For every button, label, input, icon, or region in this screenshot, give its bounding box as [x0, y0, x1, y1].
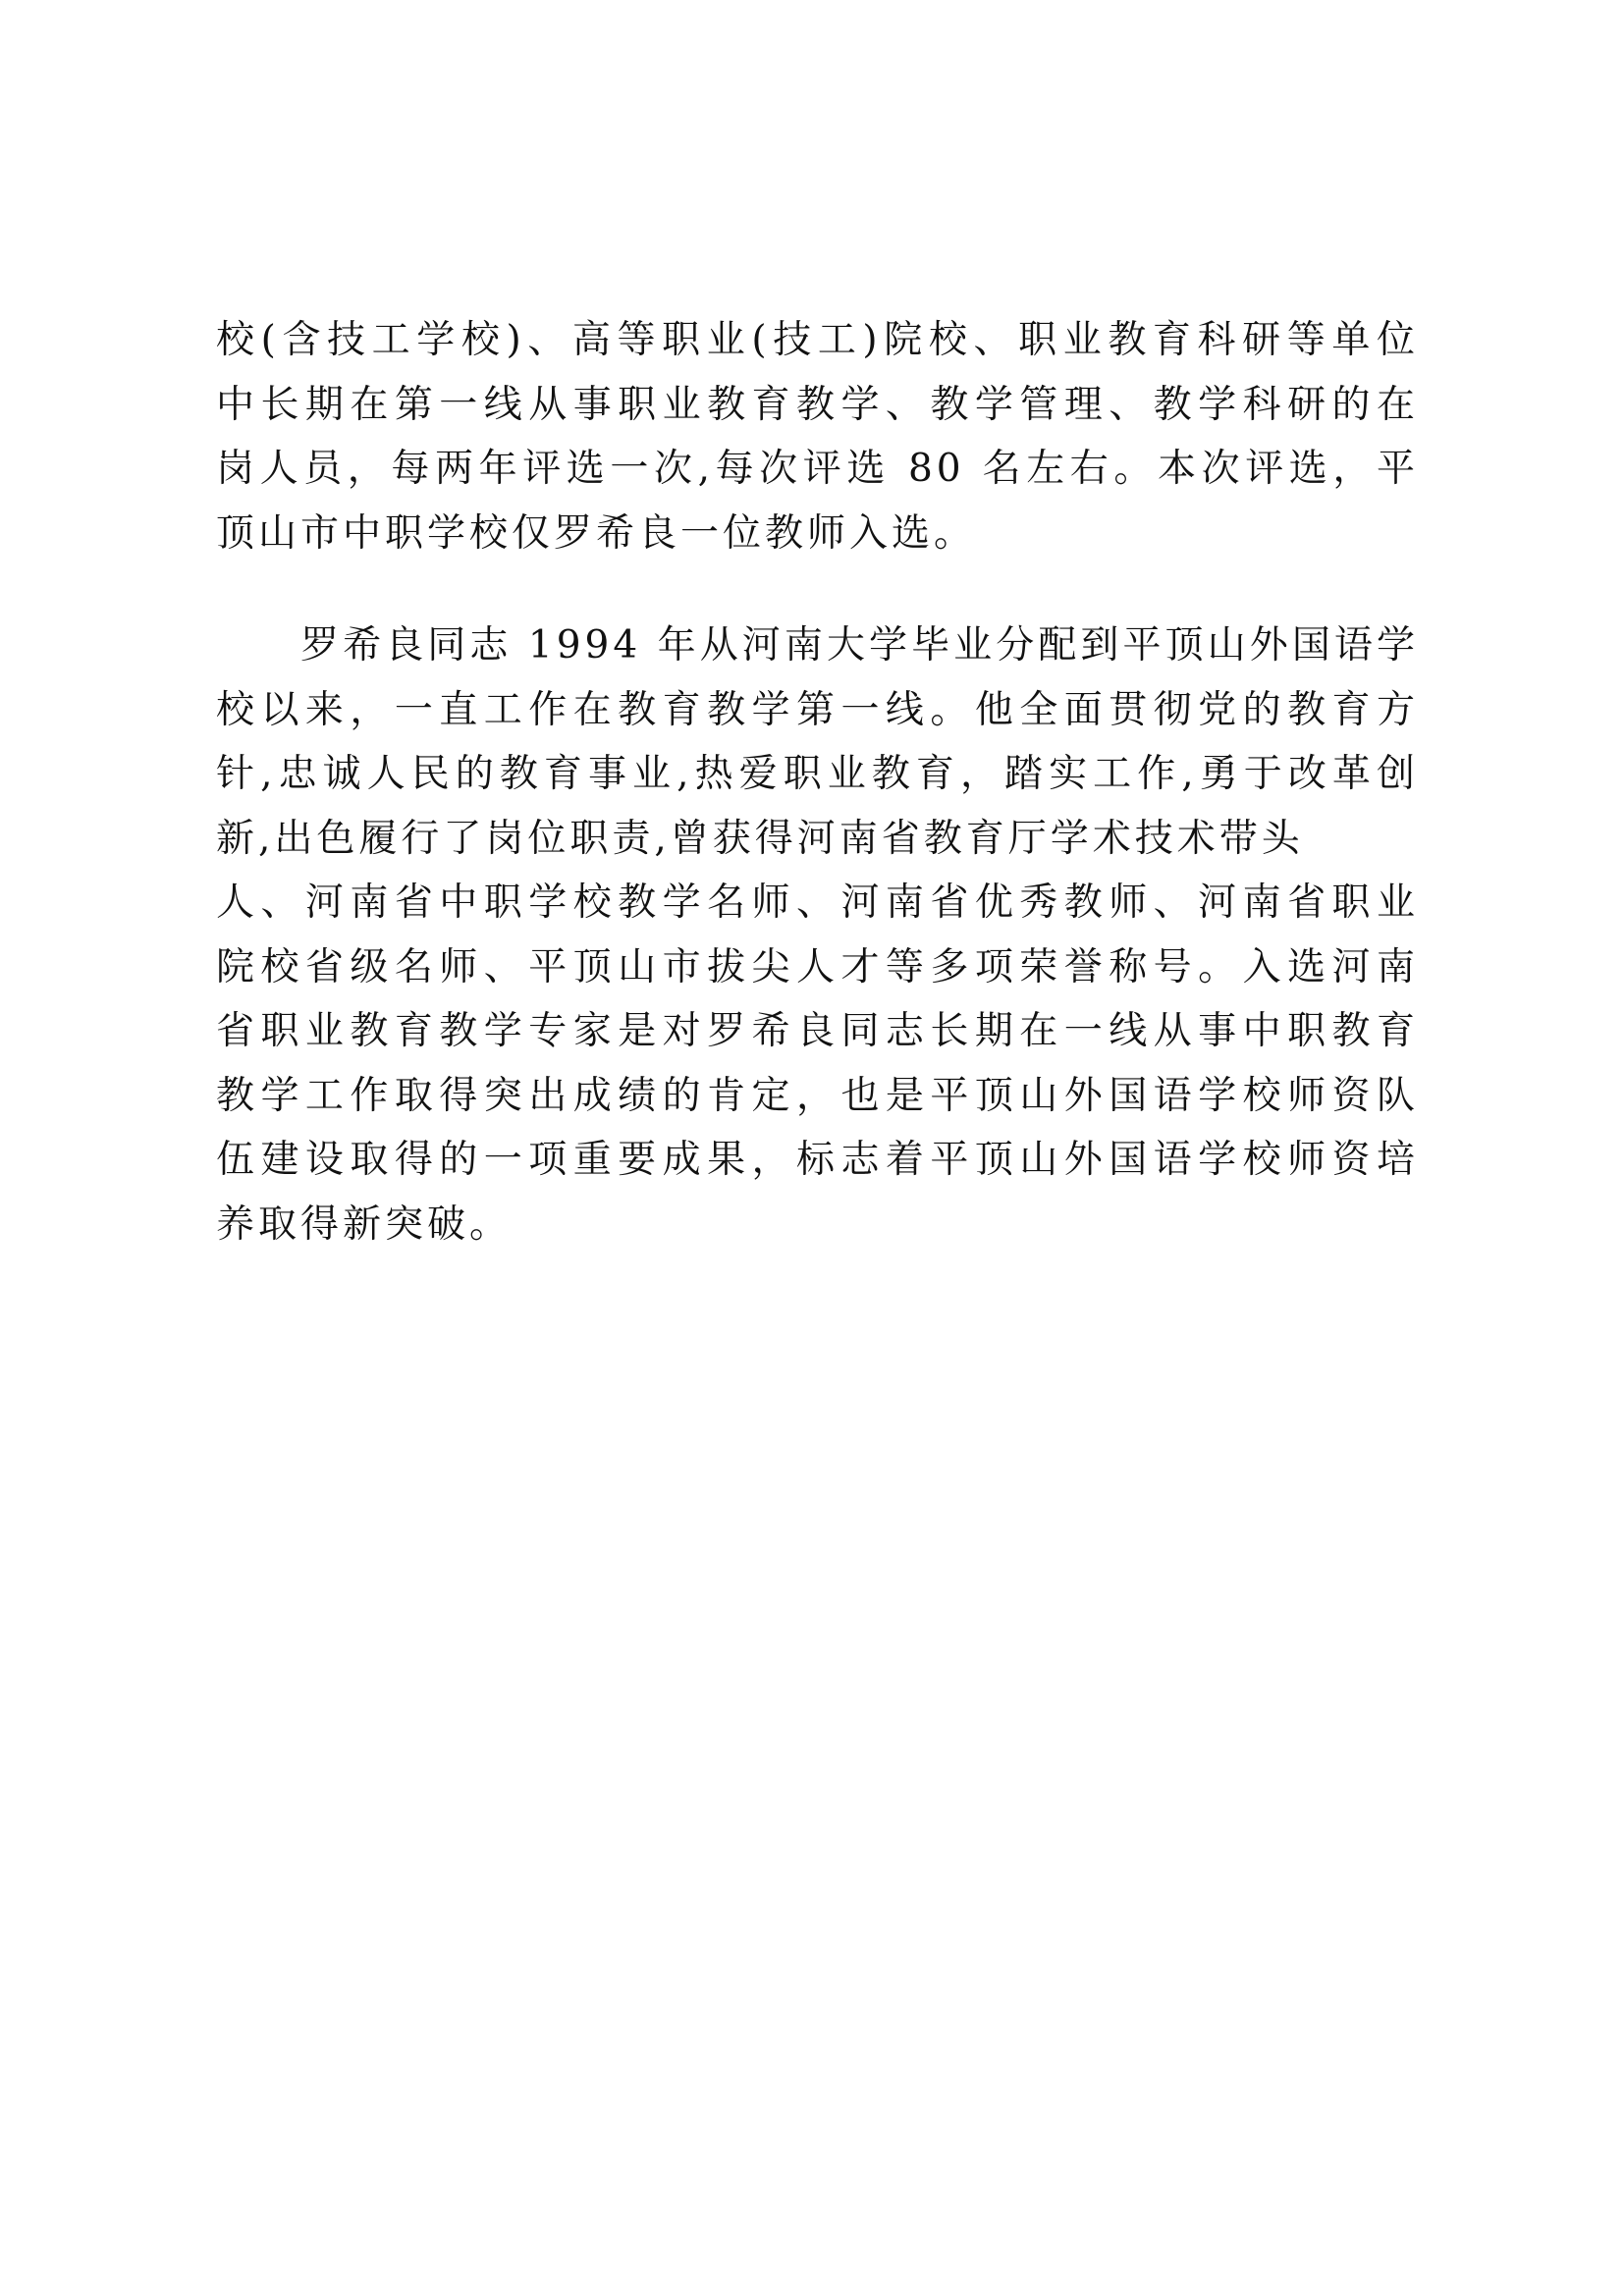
- paragraph-line: 校(含技工学校)、高等职业(技工)院校、职业教育科研等单位: [216, 318, 1419, 362]
- paragraph-line: 教学工作取得突出成绩的肯定，也是平顶山外国语学校师资队: [216, 1073, 1419, 1118]
- paragraph-line: 人、河南省中职学校教学名师、河南省优秀教师、河南省职业: [216, 881, 1419, 925]
- paragraph-line: 新,出色履行了岗位职责,曾获得河南省教育厅学术技术带头: [216, 816, 1304, 861]
- paragraph-line: 养取得新突破。: [216, 1201, 513, 1247]
- paragraph-2: [216, 614, 1419, 1256]
- paragraph-line: 岗人员，每两年评选一次,每次评选 80 名左右。本次评选，平: [216, 447, 1419, 491]
- paragraph-1: [216, 308, 1419, 565]
- paragraph-line: 针,忠诚人民的教育事业,热爱职业教育，踏实工作,勇于改革创: [216, 752, 1419, 796]
- paragraph-line: 伍建设取得的一项重要成果，标志着平顶山外国语学校师资培: [216, 1138, 1419, 1182]
- paragraph-line: 院校省级名师、平顶山市拔尖人才等多项荣誉称号。入选河南: [216, 944, 1419, 989]
- paragraph-line: 校以来，一直工作在教育教学第一线。他全面贯彻党的教育方: [216, 687, 1419, 732]
- paragraph-line: 罗希良同志 1994 年从河南大学毕业分配到平顶山外国语学: [300, 623, 1419, 667]
- paragraph-line: 中长期在第一线从事职业教育教学、教学管理、教学科研的在: [216, 382, 1419, 427]
- paragraph-line: 省职业教育教学专家是对罗希良同志长期在一线从事中职教育: [216, 1009, 1419, 1053]
- paragraph-line: 顶山市中职学校仅罗希良一位教师入选。: [216, 510, 977, 556]
